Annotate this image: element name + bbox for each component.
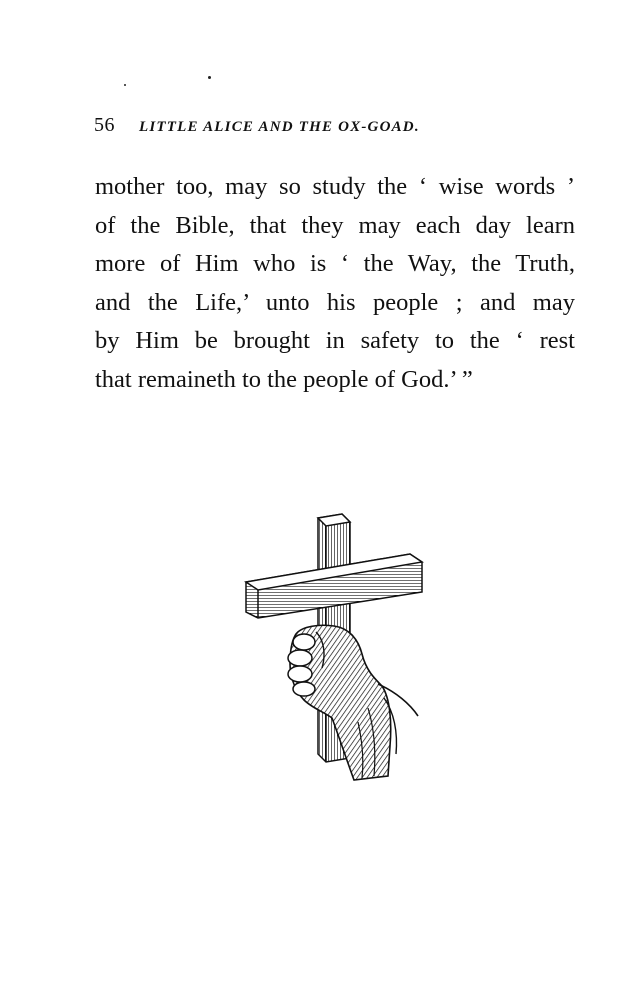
body-text bbox=[95, 168, 575, 400]
hand-holding-cross-illustration bbox=[238, 508, 428, 783]
text-line: and the Life,’ unto his people ; and may bbox=[95, 288, 575, 316]
text-line: that remaineth to the people of God.’ ” bbox=[95, 365, 473, 393]
print-speck bbox=[208, 76, 211, 79]
hand-icon bbox=[288, 625, 418, 780]
text-line: of the Bible, that they may each day learn bbox=[95, 211, 575, 239]
print-speck bbox=[124, 84, 126, 86]
running-title: LITTLE ALICE AND THE OX-GOAD. bbox=[139, 119, 420, 135]
text-line: mother too, may so study the ‘ wise words ’ bbox=[95, 173, 575, 200]
text-line: more of Him who is ‘ the Way, the Truth, bbox=[95, 250, 575, 278]
text-line: by Him be brought in safety to the ‘ rest bbox=[95, 327, 575, 355]
page-number: 56 bbox=[94, 114, 115, 136]
running-head bbox=[94, 114, 534, 142]
